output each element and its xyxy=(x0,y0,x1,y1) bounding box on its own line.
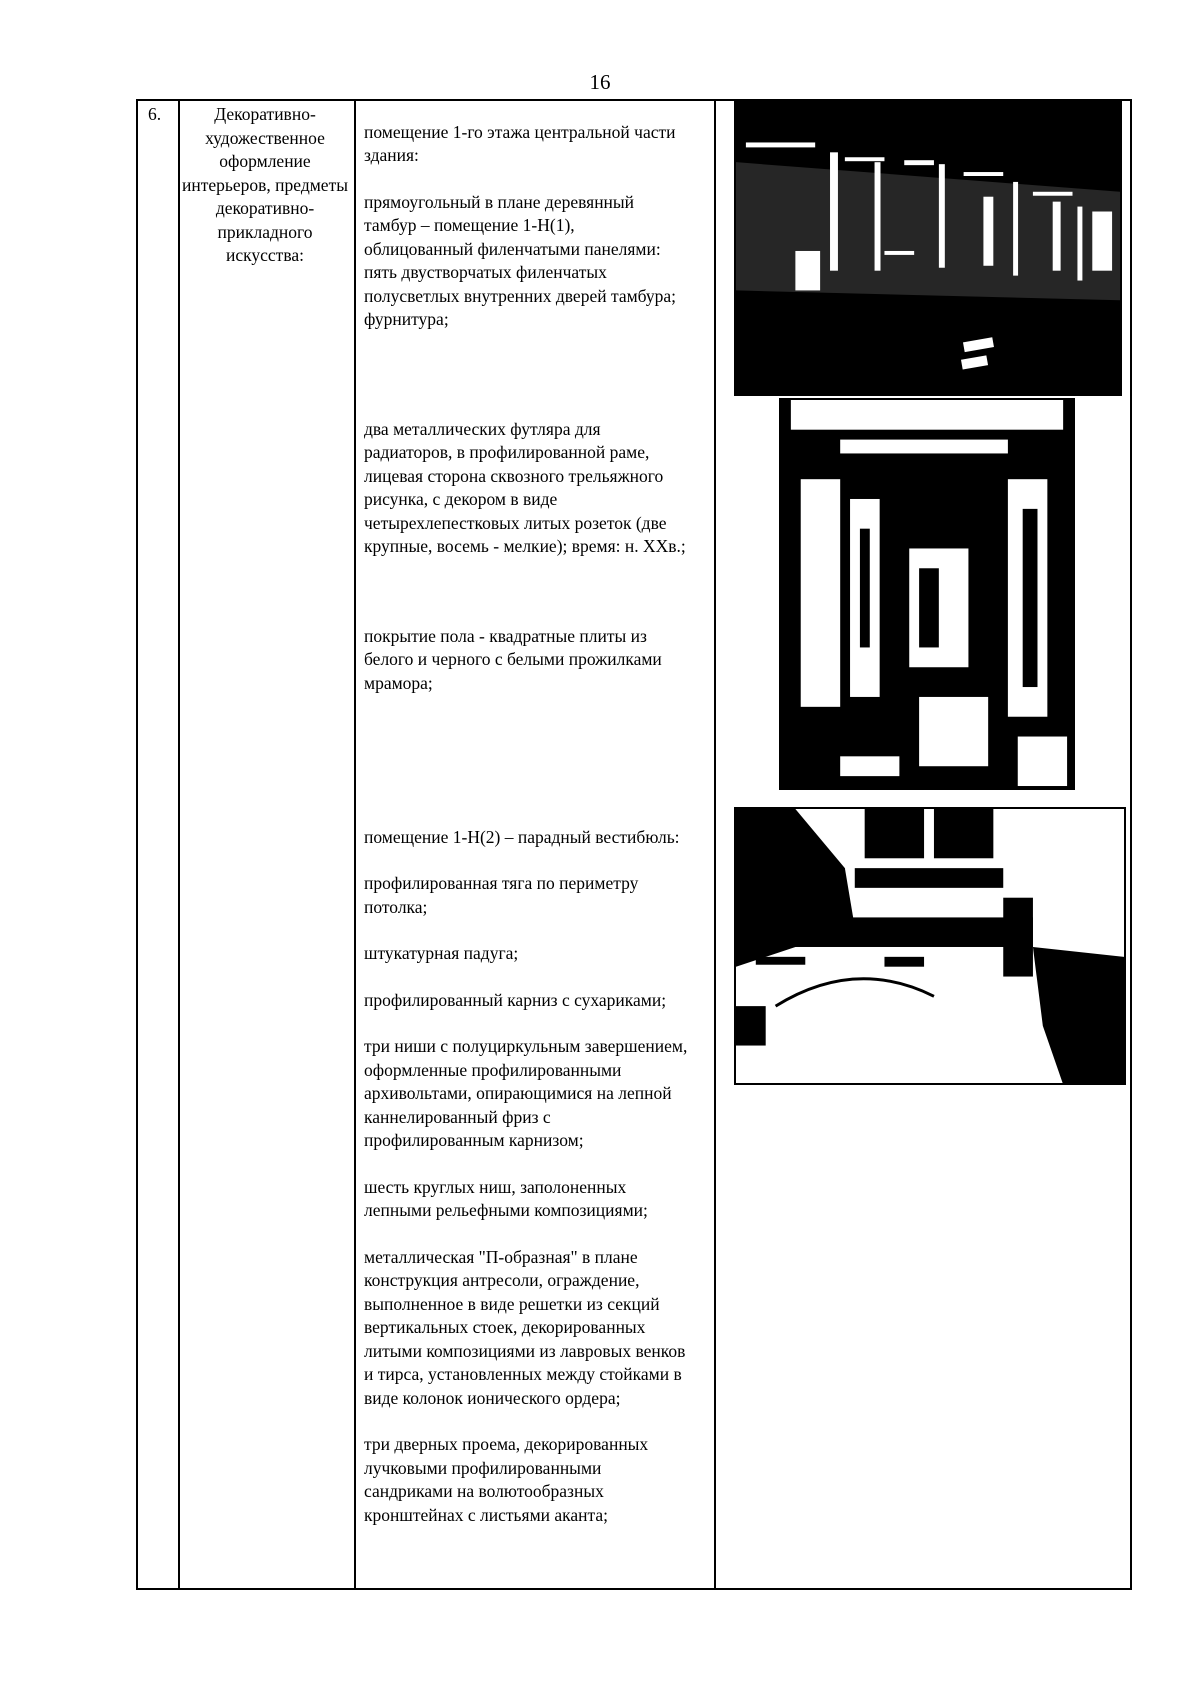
column-divider xyxy=(354,101,356,1588)
description-paragraph: профилированная тяга по периметру потолка; xyxy=(364,873,639,917)
corridor-photo xyxy=(779,398,1075,790)
description-paragraph: помещение 1-го этажа центральной части здания: xyxy=(364,121,676,165)
description-paragraph: помещение 1-Н(2) – парадный вестибюль: xyxy=(364,826,680,847)
tambour-photo xyxy=(734,101,1122,396)
description-paragraph: штукатурная падуга; xyxy=(364,943,519,963)
description-paragraph: три дверных проема, декорированных лучковыми профилированными сандриками на волютообразных кронштейнах с листьями аканта; xyxy=(364,1434,649,1525)
description-paragraph: профилированный карниз с сухариками; xyxy=(364,989,667,1010)
description-paragraph: два металлических футляра для радиаторов, в профилированной раме, лицевая сторона сквозного трельяжного рисунка, с декором в виде четырехлепестковых литых розеток (две крупные, восемь - мелкие); время: н. XXв.; xyxy=(364,418,686,556)
page-number: 16 xyxy=(589,70,611,94)
description-paragraph: три ниши с полуциркульным завершением, оформленные профилированными архивольтами, опирающимися на лепной каннелированный фриз с профилированным карнизом; xyxy=(364,1036,688,1150)
description-paragraph: покрытие пола - квадратные плиты из белого и черного с белыми прожилками мрамора; xyxy=(364,625,662,693)
description-block-floor xyxy=(364,607,688,713)
description-block-tambour xyxy=(364,103,688,349)
description-paragraph: шесть круглых ниш, заполоненных лепными рельефными композициями; xyxy=(364,1176,648,1220)
column-divider xyxy=(178,101,180,1588)
description-paragraph: металлическая "П-образная" в плане конструкция антресоли, ограждение, выполненное в виде решетки из секций вертикальных стоек, декорированных литыми композициями из лавровых венков и тирса, установленных между стойками в виде колонок ионического ордера; xyxy=(364,1246,686,1408)
column-divider xyxy=(714,101,716,1588)
vestibule-photo xyxy=(734,807,1126,1085)
row-number: 6. xyxy=(148,104,162,124)
description-block-vestibule xyxy=(364,808,688,1545)
description-paragraph: прямоугольный в плане деревянный тамбур – помещение 1-Н(1), облицованный филенчатыми панелями: пять двустворчатых филенчатых полусветлых внутренних дверей тамбура; фурнитура; xyxy=(364,191,677,329)
table-row xyxy=(136,99,1132,1590)
protected-subject: Декоративно-художественное оформление интерьеров, предметы декоративно-прикладного искусства: xyxy=(182,104,348,265)
description-block-radiators xyxy=(364,400,688,576)
